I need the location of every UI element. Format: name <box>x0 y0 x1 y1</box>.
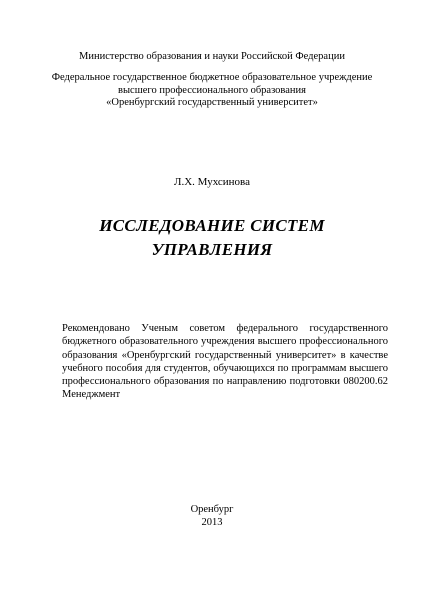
university-line-3: «Оренбургский государственный университет» <box>106 97 318 108</box>
ministry-line: Министерство образования и науки Российской Федерации <box>79 51 345 62</box>
recommendation-line-1: Рекомендовано Ученым советом федерального государственного <box>62 323 388 334</box>
author-name: Л.Х. Мухсинова <box>174 176 250 188</box>
recommendation-line-5: профессионального образования по направлению подготовки 080200.62 <box>62 376 388 388</box>
publication-year: 2013 <box>201 517 223 528</box>
recommendation-block <box>62 322 388 402</box>
title-line-2: УПРАВЛЕНИЯ <box>151 240 273 259</box>
publication-info <box>0 503 424 529</box>
university-line-1: Федеральное государственное бюджетное образовательное учреждение <box>51 72 373 83</box>
title-line-1: ИССЛЕДОВАНИЕ СИСТЕМ <box>99 216 325 235</box>
recommendation-line-2: бюджетного образовательного учреждения высшего профессионального <box>62 336 388 348</box>
university-block <box>20 72 404 110</box>
recommendation-line-6: Менеджмент <box>62 389 121 401</box>
university-line-2: высшего профессионального образования <box>118 84 306 96</box>
recommendation-line-3: образования «Оренбургский государственный университет» в качестве <box>62 349 388 361</box>
recommendation-line-4: учебного пособия для студентов, обучающихся по программам высшего <box>62 362 388 374</box>
publication-city: Оренбург <box>190 504 234 515</box>
book-title <box>0 214 424 262</box>
